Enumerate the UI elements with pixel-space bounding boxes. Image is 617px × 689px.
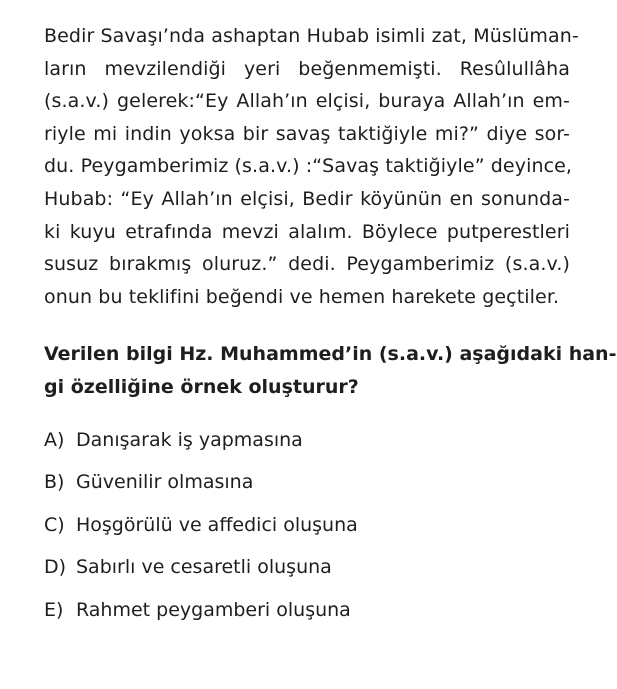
passage-line: (s.a.v.) gelerek:“Ey Allah’ın elçisi, buraya Allah’ın em-: [44, 90, 570, 113]
option-letter: E): [44, 598, 64, 621]
option-b[interactable]: [44, 467, 570, 510]
passage-line: du. Peygamberimiz (s.a.v.) :“Savaş taktiğiyle” deyince,: [44, 155, 573, 178]
option-text: Danışarak iş yapmasına: [76, 428, 303, 451]
option-c[interactable]: [44, 510, 570, 553]
passage-line: ki kuyu etrafında mevzi alalım. Böylece putperestleri: [44, 220, 570, 243]
passage-line: onun bu teklifini beğendi ve hemen harekete geçtiler.: [44, 285, 560, 308]
question-page: [44, 20, 617, 638]
question-line: Verilen bilgi Hz. Muhammed’in (s.a.v.) aşağıdaki han-: [44, 343, 617, 366]
passage-line: Bedir Savaşı’nda ashaptan Hubab isimli zat, Müslüman-: [44, 25, 579, 47]
option-e[interactable]: [44, 595, 570, 638]
answer-options: [44, 425, 570, 638]
question-stem: [44, 338, 617, 403]
passage-line: ların mevzilendiği yeri beğenmemişti. Resûlullâha: [44, 57, 570, 80]
passage-line: riyle mi indin yoksa bir savaş taktiğiyle mi?” diye sor-: [44, 122, 570, 145]
question-line: gi özelliğine örnek oluşturur?: [44, 375, 359, 398]
option-text: Rahmet peygamberi oluşuna: [76, 598, 351, 621]
option-letter: C): [44, 513, 65, 536]
option-text: Sabırlı ve cesaretli oluşuna: [76, 556, 332, 579]
option-d[interactable]: [44, 552, 570, 595]
passage-line: susuz bırakmış oluruz.” dedi. Peygamberimiz (s.a.v.): [44, 253, 570, 276]
passage-text: [44, 20, 579, 313]
option-letter: B): [44, 471, 65, 494]
option-letter: D): [44, 556, 67, 579]
option-a[interactable]: [44, 425, 570, 468]
option-letter: A): [44, 428, 65, 451]
option-text: Güvenilir olmasına: [76, 471, 254, 494]
option-text: Hoşgörülü ve affedici oluşuna: [76, 513, 358, 536]
passage-line: Hubab: “Ey Allah’ın elçisi, Bedir köyünün en sonunda-: [44, 187, 570, 210]
